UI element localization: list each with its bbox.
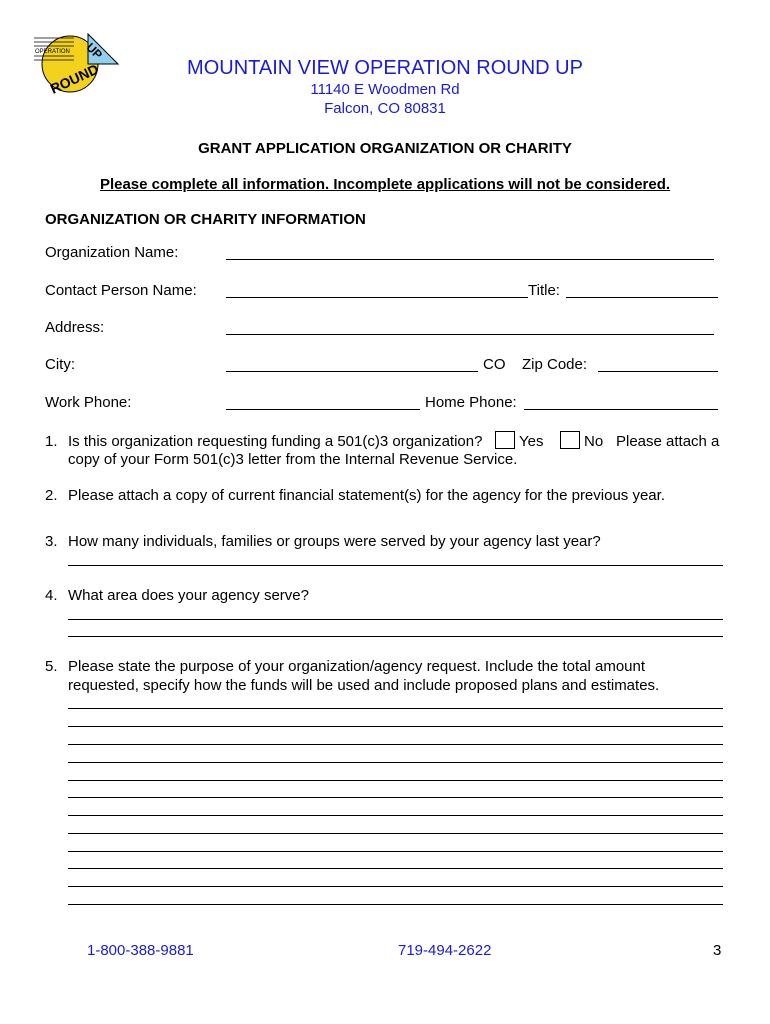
q5-answer-line[interactable] xyxy=(68,904,723,905)
q5-answer-line[interactable] xyxy=(68,780,723,781)
zip-label: Zip Code: xyxy=(522,356,588,373)
section-title: ORGANIZATION OR CHARITY INFORMATION xyxy=(45,211,366,228)
address-field[interactable] xyxy=(226,334,714,335)
logo-text-operation: OPERATION xyxy=(35,49,70,55)
q5-line1: Please state the purpose of your organization/agency request. Include the total amount xyxy=(68,658,646,675)
logo-text-up: UP xyxy=(83,40,106,62)
q5-number: 5. xyxy=(45,658,58,675)
zip-field[interactable] xyxy=(598,371,718,372)
q4-answer-line[interactable] xyxy=(68,619,723,620)
contact-field[interactable] xyxy=(226,297,528,298)
page-number: 3 xyxy=(713,942,722,959)
q2-text: Please attach a copy of current financial statement(s) for the agency for the previous year. xyxy=(68,487,665,504)
title-field[interactable] xyxy=(566,297,718,298)
q1-number: 1. xyxy=(45,433,58,450)
instructions: Please complete all information. Incomplete applications will not be considered. xyxy=(99,176,671,193)
yes-label: Yes xyxy=(519,433,544,450)
q5-answer-line[interactable] xyxy=(68,886,723,887)
q3-number: 3. xyxy=(45,533,58,550)
footer-phone-local: 719-494-2622 xyxy=(398,942,492,959)
state-label: CO xyxy=(483,356,506,373)
q5-answer-line[interactable] xyxy=(68,815,723,816)
title-label: Title: xyxy=(528,282,560,299)
form-title: GRANT APPLICATION ORGANIZATION OR CHARITY xyxy=(198,140,572,157)
work-phone-label: Work Phone: xyxy=(45,394,132,411)
org-name-label: Organization Name: xyxy=(45,244,179,261)
address-line-1: 11140 E Woodmen Rd xyxy=(310,81,460,98)
q5-answer-line[interactable] xyxy=(68,851,723,852)
logo-text-round: ROUND xyxy=(47,60,101,97)
org-name-field[interactable] xyxy=(226,259,714,260)
q1-tail: Please attach a xyxy=(616,433,720,450)
q5-answer-line[interactable] xyxy=(68,762,723,763)
q5-answer-line[interactable] xyxy=(68,797,723,798)
q5-answer-line[interactable] xyxy=(68,726,723,727)
address-line-2: Falcon, CO 80831 xyxy=(324,100,446,117)
q1-text: Is this organization requesting funding a 501(c)3 organization? xyxy=(68,433,483,450)
contact-label: Contact Person Name: xyxy=(45,282,197,299)
home-phone-label: Home Phone: xyxy=(425,394,517,411)
q5-answer-line[interactable] xyxy=(68,833,723,834)
q5-answer-line[interactable] xyxy=(68,744,723,745)
q5-answer-line[interactable] xyxy=(68,868,723,869)
no-label: No xyxy=(584,433,604,450)
no-checkbox[interactable] xyxy=(560,431,580,449)
footer-phone-tollfree: 1-800-388-9881 xyxy=(87,942,194,959)
q5-line2: requested, specify how the funds will be used and include proposed plans and estimates. xyxy=(68,677,660,694)
city-field[interactable] xyxy=(226,371,478,372)
q4-number: 4. xyxy=(45,587,58,604)
yes-checkbox[interactable] xyxy=(495,431,515,449)
q1-line2: copy of your Form 501(c)3 letter from the Internal Revenue Service. xyxy=(68,451,518,468)
q4-answer-line[interactable] xyxy=(68,636,723,637)
work-phone-field[interactable] xyxy=(226,409,420,410)
q5-answer-line[interactable] xyxy=(68,708,723,709)
q4-text: What area does your agency serve? xyxy=(68,587,309,604)
org-title: MOUNTAIN VIEW OPERATION ROUND UP xyxy=(187,57,583,79)
q2-number: 2. xyxy=(45,487,58,504)
q3-answer-line[interactable] xyxy=(68,565,723,566)
home-phone-field[interactable] xyxy=(524,409,718,410)
city-label: City: xyxy=(45,356,75,373)
address-label: Address: xyxy=(45,319,105,336)
q3-text: How many individuals, families or groups were served by your agency last year? xyxy=(68,533,601,550)
